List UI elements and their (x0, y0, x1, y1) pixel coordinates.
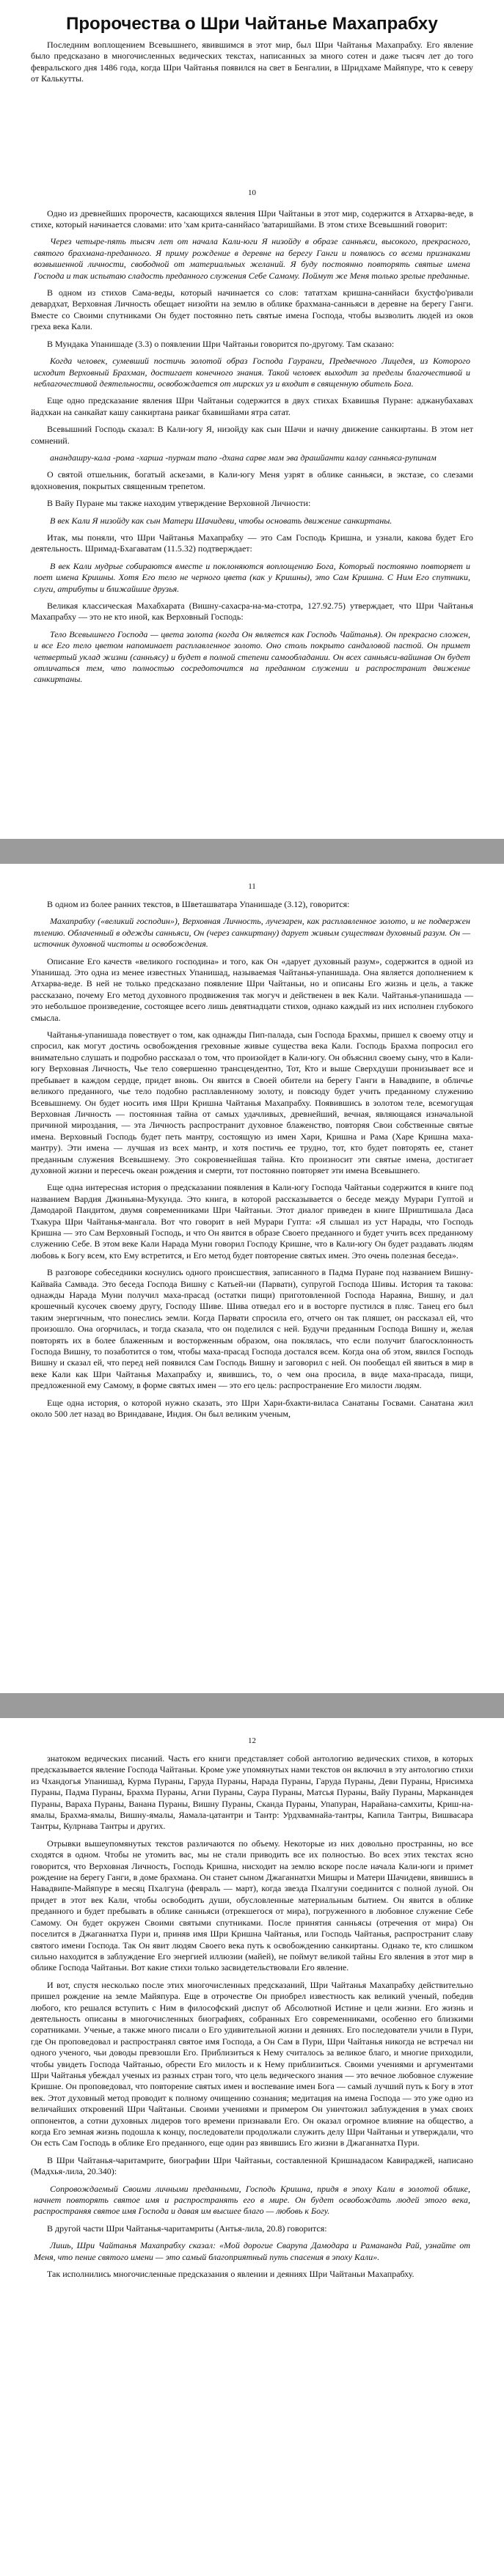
paragraph: Еще одно предсказание явления Шри Чайтаньи содержится в двух стихах Бхавишья Пуране: аджанубахавах йадхкан на санкайат кашу санкиртана раикаг бхавишйами ятра сатат. (31, 395, 473, 417)
page-number: 12 (248, 1736, 256, 1745)
document-page-1 (0, 0, 504, 839)
quoted-verse: Махапрабху («великий господин»), Верховная Личность, лучезарен, как расплавленное золото, и не подвержен тлению. Облаченный в одежды санньяси, Он (через санкиртану) дарует живым существам духовный разум. Он — источник духовной чистоты и освобождения. (34, 916, 470, 950)
paragraph: Еще одна интересная история о предсказании появления в Кали-югу Господа Чайтаньи содержится в книге под названием Вардия Джиньяна-Мукунда. Это книга, в которой рассказывается о беседе между Мурари Гуптой и Дамодарой Пандитом, двумя современниками Шри Чайтаньи. Этот диалог приведен в книге Шриштишала Даса Тхакура Шри Чайтанья-мангала. Вот что говорит в ней Мурари Гупта: «Я слышал из уст Нарады, что Господь Кришна — это Сам Верховный Господь, и что Он явится в образе Своего преданного и будет учить всех преданному служению Себе. В этом веке Кали Нарада Муни говорил Господу Кришне, что в Кали-югу Он будет раздавать людям любовь к Богу всем, кто Ему встретится, и Его метод будет повторение святых имен. Это очень полезная беседа». (31, 1182, 473, 1261)
quoted-verse: В век Кали мудрые собираются вместе и поклоняются воплощению Бога, Который постоянно повторяет и поет имена Кришны. Хотя Его тело не черного цвета (как у Кришны), это Сам Кришна. С Ним Его спутники, слуги, атрибуты и ближайшие друзья. (34, 560, 470, 594)
paragraph: В Мундака Упанишаде (3.3) о появлении Шри Чайтаньи говорится по-другому. Там сказано: (47, 338, 395, 349)
quoted-verse: Когда человек, сумевший постичь золотой образ Господа Гауранги, Предвечного Лицедея, из Которого исходит Верховный Брахман, достигает конечного знания. Такой человек выходит за пределы благочестивой и неблагочестивой деятельности, освобождается от мирских уз и входит в священную обитель Бога. (34, 356, 470, 389)
paragraph: В Вайу Пуране мы также находим утверждение Верховной Личности: (47, 498, 311, 509)
paragraph: В Шри Чайтанья-чаритамрите, биографии Шри Чайтаньи, составленной Кришнадасом Кавираджей, написано (Мадхья-лила, 20.340): (31, 2154, 473, 2177)
intro-paragraph: Последним воплощением Всевышнего, явившимся в этот мир, был Шри Чайтанья Махапрабху. Его явление было предсказано в многочисленных ведических текстах, написанных за много сотен и даже тысяч лет до того февральского дня 1486 года, когда Шри Чайтанья появился на свет в Бенгалии, в Шридхаме Майяпуре, что к северу от Калькутты. (31, 40, 473, 84)
page-body (31, 899, 473, 1420)
paragraph: Так исполнились многочисленные предсказания о явлении и деяниях Шри Чайтаньи Махапрабху. (47, 2269, 414, 2280)
paragraph: Всевышний Господь сказал: В Кали-югу Я, низойду как сын Шачи и начну движение санкиртаны. В этом нет сомнений. (31, 424, 473, 446)
page-separator (0, 839, 504, 864)
paragraph: Одно из древнейших пророчеств, касающихся явления Шри Чайтаньи в этот мир, содержится в Атхарва-веде, в стихе, который начинается словами: ито 'хам крита-саннйасо 'ватаришйами. В этом стихе Всевышний говорит: (31, 208, 473, 230)
quoted-verse: анандашру-кала -рома -харша -пурнам тапо -дхана сарве мам эва драшйанти калау санньяса-рупинам (50, 452, 437, 463)
quoted-verse: Сопровождаемый Своими личными преданными, Господь Кришна, придя в эпоху Кали в золотой облике, начнет повторять святое имя и распространять его в мире. Он будет освобождать людей этого века, распространяя святое имя Господа и давая им высшее благо — любовь к Богу. (34, 2183, 470, 2217)
paragraph: Великая классическая Махабхарата (Вишну-сахасра-на-ма-стотра, 127.92.75) утверждает, что Шри Чайтанья Махапрабху — это не кто иной, как Верховный Господь: (31, 601, 473, 623)
paragraph: Описание Его качеств «великого господина» и того, как Он «дарует духовный разум», содержится в одной из Упанишад. Это одна из менее известных Упанишад, называемая Чайтанья-упанишада. Она является дополнением к Атхарва-веде. В ней не только предсказано появление Шри Чайтаньи, но и описаны Его жизнь и цель, а также рассказано, почему Его метод духовного продвижения так могуч и действенен в век Кали. Чайтанья-упанишада — это небольшое произведение, состоящее всего лишь девятнадцати стихов, однако каждый из них исполнен глубокого смысла. (31, 955, 473, 1023)
page-number: 10 (248, 188, 256, 197)
paragraph: Отрывки вышеупомянутых текстов различаются по объему. Некоторые из них довольно пространны, но все сходятся в одном. Чтобы не утомить вас, мы не стали приводить все их полностью. Во всех этих текстах ясно говорится, что Верховная Личность, Господь Кришна, нисходит на землю вскоре после начала Кали-юги и примет рождение на берегу Ганги, в доме брахмана. Он станет сыном Джаганнатхи Мишры и Матери Шачидеви, явившись в Навадвипе-Майяпуре в месяц Пхалгуна (февраль — март), когда звезда Пхалгуни соединится с полной луной. Он придет в этот век Кали, чтобы освободить души, обусловленные материальным бытием. Он явится в облике преданного и будет пребывать в облике санньяси (отрекшегося от мира), погруженного в любовное служение Себе Самому. Он будет окружен Своими святыми спутниками. После принятия санньясы (отречения от мира) Он поселится в Джаганнатха Пури и, приняв имя Шри Кришна Чайтанья, или Господь Чайтанья, распространит славу святого имени Господа. Так Он явит людям Своего века путь к освобождению санкиртаны. Однако те, кто слишком сильно находится в заблуждение Его энергией иллюзии (майей), не поймут великой тайны Его явления в этот мир в облике Господа Чайтаньи. Вот какие стихи только засвидетельствовали Его явление. (31, 1838, 473, 1973)
paragraph: И вот, спустя несколько после этих многочисленных предсказаний, Шри Чайтанья Махапрабху действительно пришел рождение на земле Майяпура. Еще в отрочестве Он приобрел известность как великий ученый, победив любого, кто решался вступить с Ним в философский диспут об Абсолютной Истине и цели жизни. Его жизнь и деятельность описаны в многочисленных биографиях, собранных Его современниками, особенно его близкими соратниками. Ученые, а также много писали о Его удивительной жизни и деяниях. Его последователи учили в Пури, где Он проповедовал и распространял святое имя Господа, а Он Сам в Пури, Шри Чайтанья никогда не встречал ни одного ученого, чьи доводы превзошли Его. Приблизиться к Нему считалось за великое благо, и многие приходили, чтобы увидеть Господа Чайтанью, обрести Его милость и к Нему приблизиться. Своими учениями и аргументами Шри Чайтанья убеждал ученых из разных стран того, что цель ведического знания — это вечное любовное служение Кришне. Он проповедовал, что повторение святых имен и воспевание имен Бога — самый лучший путь к Богу в этот век. Этот духовный метод проводит к полному очищению сознания; медитация на имена Господа — это уже одно из величайших откровений Шри Чайтаньи. Своими учениями и примером Он уничтожил заблуждения в умах своих оппонентов, а сотни духовных лидеров того времени признавали Его. Он оказал огромное влияние на общество, а когда Его земная жизнь подошла к концу, последователи продолжали служить делу Шри Чайтаньи и утверждали, что Он есть Сам Господь в облике Его преданного, еще один раз явившись Его жизни в Джаганнатха Пури. (31, 1979, 473, 2148)
document-page-3 (0, 1718, 504, 2576)
quoted-verse: Лишь, Шри Чайтанья Махапрабху сказал: «Мой дорогие Сварупа Дамодара и Рамананда Рай, узнайте от Меня, что пение святого имени — это самый благоприятный путь спасения в эпоху Кали». (34, 2240, 470, 2262)
quoted-verse: Через четыре-пять тысяч лет от начала Кали-юги Я низойду в образе санньяси, высокого, прекрасного, святого брахмана-преданного. Я приму рождение в деревне на берегу Ганги и появлюсь со всеми признаками возвышенной личности, свободной от материальных желаний. Я буду постоянно повторять святые имена Господа и так испытаю сладость преданного служения Себе Самому. Поймут же Меня только зрелые преданные. (34, 236, 470, 281)
quoted-verse: В век Кали Я низойду как сын Матери Шачидеви, чтобы основать движение санкиртаны. (50, 515, 392, 526)
page-number: 11 (248, 882, 256, 891)
page-separator (0, 1693, 504, 1718)
paragraph: В одном из более ранних текстов, в Шветашватара Упанишаде (3.12), говорится: (47, 899, 350, 909)
document-page-2 (0, 864, 504, 1693)
page-body (31, 1753, 473, 2280)
quoted-verse: Тело Всевышнего Господа — цвета золота (когда Он является как Господь Чайтанья). Он прекрасно сложен, и все Его тело цветом напоминает расплавленное золото. Оно столь покрыто сандаловой пастой. Он примет четвертый уклад жизни (санньясу) и будет в полной степени самообладании. Он всех санньяси-вайшнав Он будет отличаться тем, что полностью сосредоточится на преданном служении и распространит движение санкиртаны. (34, 628, 470, 685)
document-title: Пророчества о Шри Чайтанье Махапрабху (66, 14, 438, 34)
paragraph: Еще одна история, о которой нужно сказать, это Шри Хари-бхакти-виласа Санатаны Госвами. Санатана жил около 500 лет назад во Вриндаване, Индия. Он был великим ученым, (31, 1397, 473, 1420)
paragraph: Итак, мы поняли, что Шри Чайтанья Махапрабху — это Сам Господь Кришна, и узнали, какова будет Его деятельность. Шримад-Бхагаватам (11.5.32) подтверждает: (31, 532, 473, 554)
paragraph: О святой отшельник, богатый аскезами, в Кали-югу Меня узрят в облике санньяси, в экстазе, со слезами вдохновения, покрытых священным трепетом. (31, 469, 473, 491)
paragraph: В другой части Шри Чайтанья-чаритамриты (Антья-лила, 20.8) говорится: (47, 2223, 327, 2234)
paragraph: В разговоре собеседники коснулись одного происшествия, записанного в Падма Пуране под названием Вишну-Кайвайа Самвада. Это беседа Господа Вишну с Катьей-ни (Парвати), супругой Господа Шивы. История та такова: однажды Нарада Муни получил маха-прасад (остатки пищи) приготовленной Господа Нараяна, Вишну, и дал крошечный кусочек своему другу, Господу Шиве. Шива отведал его и в восторге пустился в пляс. Танец его был таким энергичным, что понеслись земли. Когда Парвати спросила его, отчего он так пляшет, он рассказал ей, что произошло. Она огорчилась, и тогда сказала, что он поделился с ней. Будучи преданным Господа Вишну и, желая повторять их в более блаженным и восторженным образом, она поклялась, что если получит благосклонность Господа Вишну, то позаботится о том, чтобы маха-прасад Господа достался всем. Когда она об этом, явился Господь Вишну и сказал ей, что перед ней появился Сам Господь Вишну и заговорил с ней. Он пообещал ей явиться в мир в веке Кали как Шри Чайтанья Махапрабху и, явившись, то, о чем она просила, в виде маха-прасада, пищи, предложенной ему Самому, в форме святых имен — это его цель: распространение Его милости людям. (31, 1267, 473, 1391)
paragraph: знатоком ведических писаний. Часть его книги представляет собой антологию ведических стихов, в которых предсказывается явление Господа Чайтаньи. Кроме уже упомянутых нами текстов он включил в эту антологию стихи из Чхандогья Упанишад, Курма Пураны, Гаруда Пураны, Нарада Пураны, Гаруда Пураны, Деви Пураны, Нрисимха Пураны, Падма Пураны, Брахма Пураны, Агни Пураны, Саура Пураны, Матсья Пураны, Вайу Пураны, Марканндея Пураны, Варахa Пураны, Ванана Пураны, Вишну Пураны, Сканда Пураны, Упапуран, Нарайана-самхиты, Криш-на-ямалы, Брахма-ямалы, Вишну-ямалы, Яамала-цатантри и Тантр: Урдхвамнайа-тантры, Капила Тантры, Вишвасара Тантры, Кулрнава Тантры и других. (31, 1753, 473, 1832)
paragraph: Чайтанья-упанишада повествует о том, как однажды Пип-палада, сын Господа Брахмы, пришел к своему отцу и спросил, как могут достичь освобождения греховные живые существа века Кали. Господь Брахма попросил его внимательно слушать и подробно рассказал о том, что произойдет в Кали-югу. Он объяснил своему сыну, что в Кали-югу Верховная Личность, Чье тело совершенно трансцендентно, Тот, Кто и выше Сверхдуши пронизывает все и пребывает в каждом сердце, придет вновь. Он явится в Своей обители на берегу Ганги в Навадвипе, в обличье великого преданного, чье тело подобно расплавленному золоту, и повсюду будет учить преданному служению Всевышнему. Он будет носить имя Шри Кришна Чайтанья Махапрабху. Появившись в золотом теле, всемогущая Верховная Личность — постоянная тайна от самых удачливых, древнейший, вечная, являющаяся изначальной причиной мироздания, — эта Личность распространит духовное блаженство, повторяя Свои собственные святые имена. Верховный Господь будет петь мантру, состоящую из имен Хари, Кришна и Рама (Харе Кришна маха-мантру). Эти имена — лучшая из всех мантр, и хотя постичь ее трудно, тот, кто будет повторять ее, станет преданным служения Всевышнему. Это сокровеннейшая тайна. Кто произносит эти святые имена, достигает духовной жизни и пересечь океан рождения и смерти, тот постоянно повторяет эти имена Всевышнего. (31, 1030, 473, 1175)
paragraph: В одном из стихов Сама-веды, который начинается со слов: тататхам кришна-саннйаси бхустфо'ривали девардхат, Верховная Личность обещает низойти на землю в облике брахмана-санньяси в деревне на берегу Ганги. Вместе со Своими спутниками Он будет постоянно петь святые имена Господа, чтобы вызволить людей из оков греха века Кали. (31, 287, 473, 332)
page-body (31, 208, 473, 686)
